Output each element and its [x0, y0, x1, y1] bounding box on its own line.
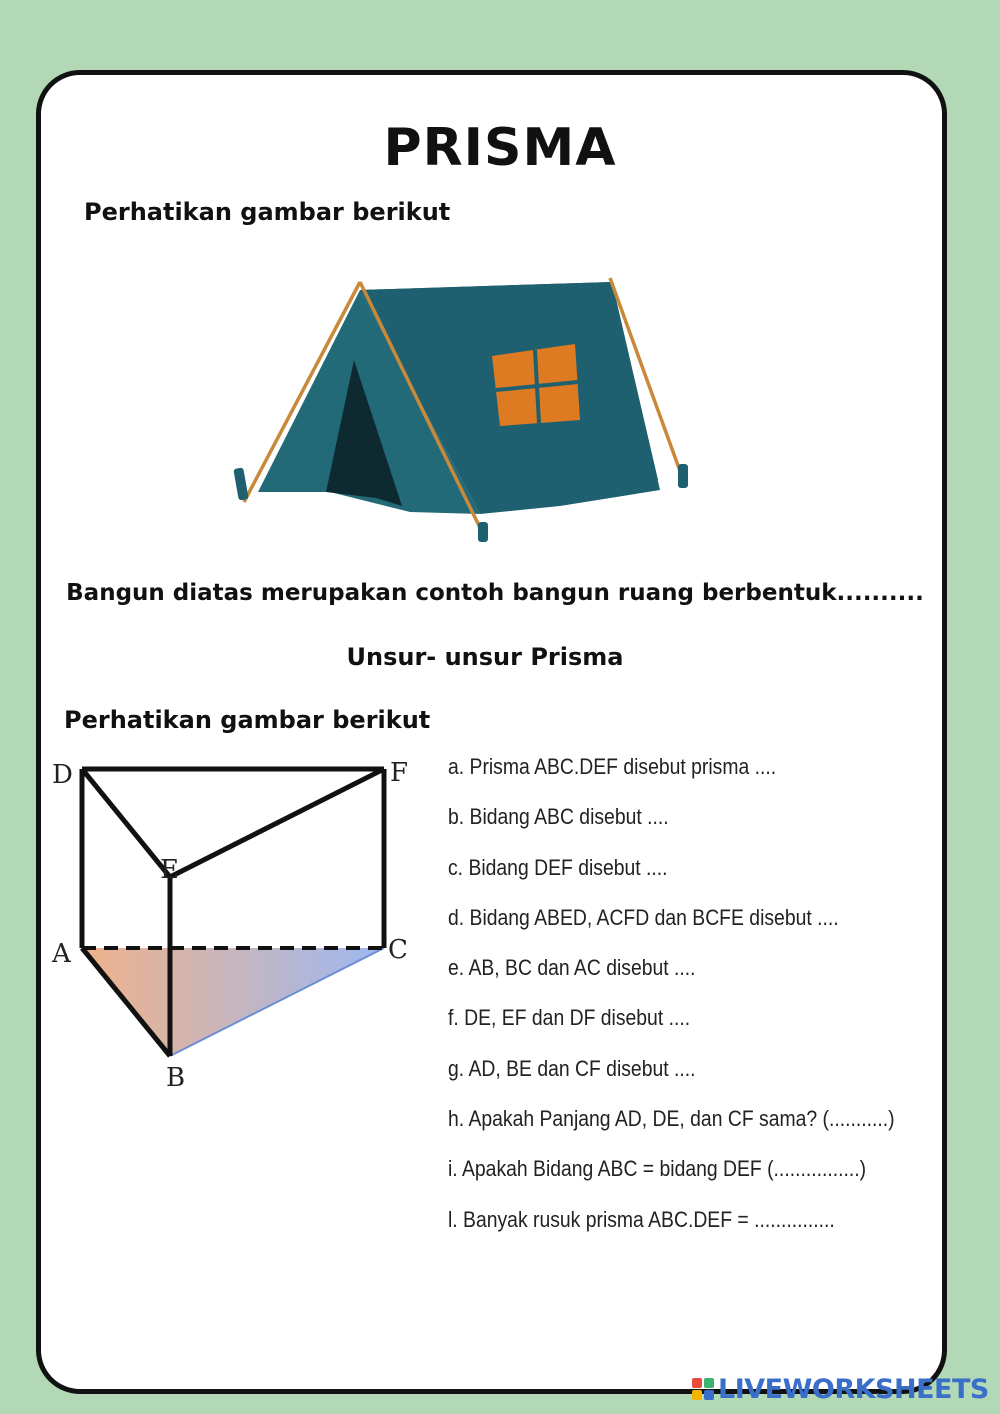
liveworksheets-logo	[692, 1372, 989, 1406]
tent-peg-front	[478, 522, 488, 542]
instruction-2: Perhatikan gambar berikut	[64, 706, 431, 734]
prism-diagram	[48, 750, 428, 1100]
instruction-1: Perhatikan gambar berikut	[84, 198, 451, 226]
question-l: l. Banyak rusuk prisma ABC.DEF = ...............	[448, 1206, 835, 1232]
question-i: i. Apakah Bidang ABC = bidang DEF (................)	[448, 1156, 867, 1182]
question-g: g. AD, BE dan CF disebut ....	[448, 1055, 696, 1081]
tent-peg-left	[233, 467, 248, 500]
label-A: A	[52, 939, 71, 969]
edge-EF	[170, 769, 384, 877]
label-F: F	[390, 758, 409, 788]
liveworksheets-wordmark: LIVEWORKSHEETS	[718, 1373, 989, 1405]
tent-illustration	[230, 270, 700, 550]
question-b: b. Bidang ABC disebut ....	[448, 804, 669, 830]
tent-peg-right	[678, 464, 688, 488]
question-a: a. Prisma ABC.DEF disebut prisma ....	[448, 754, 777, 779]
label-D: D	[52, 760, 73, 790]
label-E: E	[160, 855, 179, 885]
question-shape: Bangun diatas merupakan contoh bangun ruang berbentuk..........	[66, 580, 924, 606]
question-d: d. Bidang ABED, ACFD dan BCFE disebut ....	[448, 904, 839, 930]
label-B: B	[166, 1063, 186, 1093]
question-list	[448, 752, 895, 1255]
liveworksheets-icon	[692, 1378, 714, 1400]
label-C: C	[388, 935, 408, 965]
tent-window	[492, 344, 580, 426]
question-c: c. Bidang DEF disebut ....	[448, 854, 668, 880]
section-title: Unsur- unsur Prisma	[346, 643, 624, 671]
question-f: f. DE, EF dan DF disebut ....	[448, 1005, 691, 1031]
question-h: h. Apakah Panjang AD, DE, dan CF sama? (...........)	[448, 1106, 895, 1132]
edge-DE	[82, 769, 170, 877]
question-e: e. AB, BC dan AC disebut ....	[448, 955, 696, 981]
page-title: PRISMA	[383, 118, 617, 178]
